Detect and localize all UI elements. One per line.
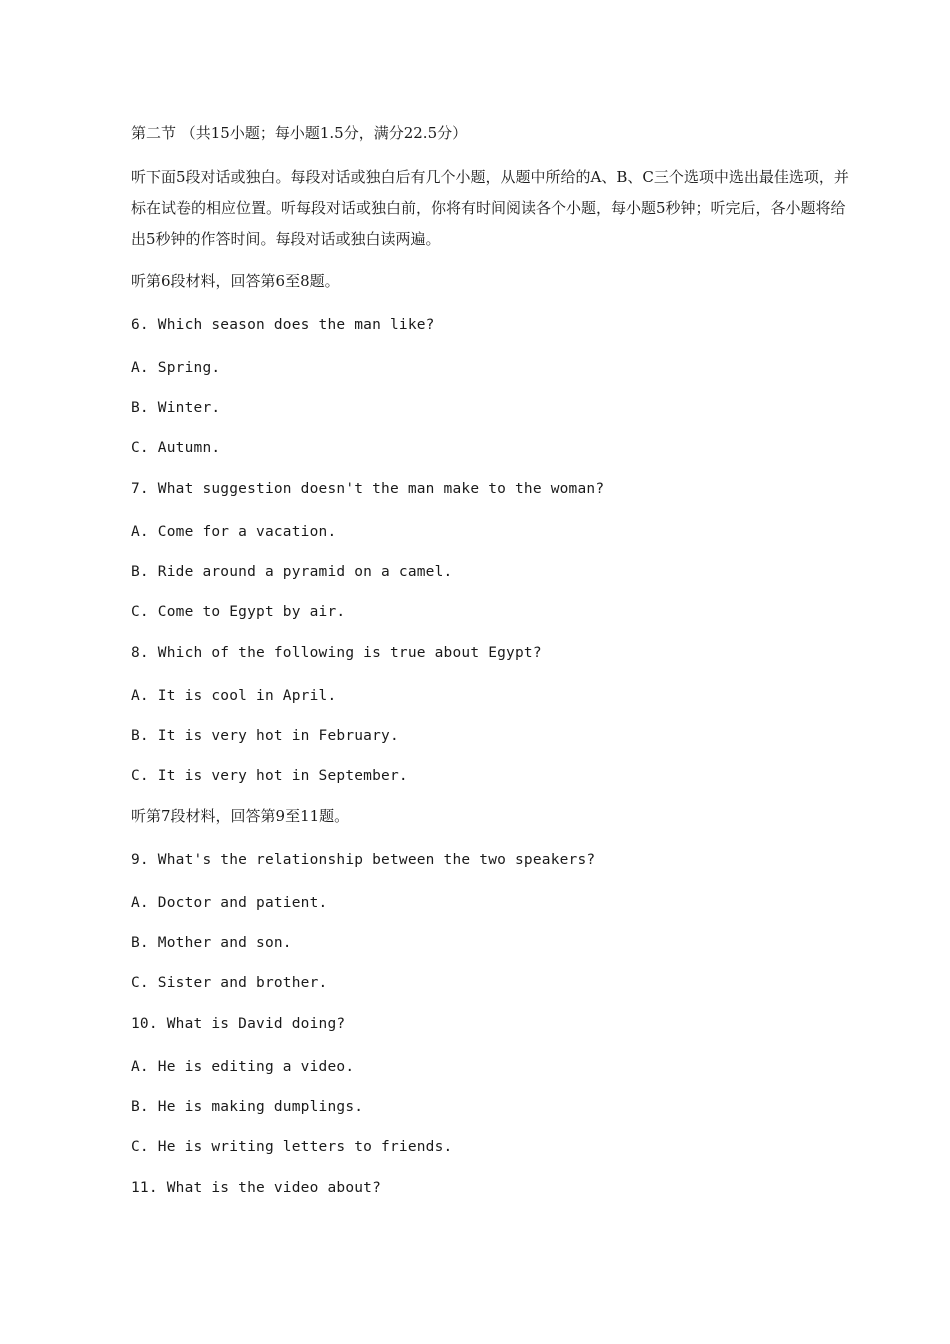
question-9-option-b: B. Mother and son. bbox=[131, 935, 292, 951]
question-8-option-c: C. It is very hot in September. bbox=[131, 768, 408, 784]
question-7-stem: 7. What suggestion doesn't the man make to the woman? bbox=[131, 481, 605, 497]
question-9-option-c: C. Sister and brother. bbox=[131, 975, 328, 991]
question-11-stem: 11. What is the video about? bbox=[131, 1180, 382, 1196]
question-10-option-a: A. He is editing a video. bbox=[131, 1059, 355, 1075]
question-10-option-c: C. He is writing letters to friends. bbox=[131, 1139, 453, 1155]
question-10-option-b: B. He is making dumplings. bbox=[131, 1099, 364, 1115]
question-6-option-b: B. Winter. bbox=[131, 400, 221, 416]
question-9-stem: 9. What's the relationship between the two speakers? bbox=[131, 852, 596, 868]
question-7-option-a: A. Come for a vacation. bbox=[131, 524, 337, 540]
passage-7-prompt: 听第7段材料，回答第9至11题。 bbox=[131, 807, 350, 825]
question-6-option-a: A. Spring. bbox=[131, 360, 221, 376]
question-7-option-c: C. Come to Egypt by air. bbox=[131, 604, 346, 620]
section-instructions: 听下面5段对话或独白。每段对话或独白后有几个小题，从题中所给的A、B、C三个选项中选出最佳选项，并标在试卷的相应位置。听每段对话或独白前，你将有时间阅读各个小题，每小题5秒钟；听完后，各小题将给出5秒钟的作答时间。每段对话或独白读两遍。 bbox=[131, 168, 849, 248]
question-10-stem: 10. What is David doing? bbox=[131, 1016, 346, 1032]
question-7-option-b: B. Ride around a pyramid on a camel. bbox=[131, 564, 453, 580]
question-8-option-a: A. It is cool in April. bbox=[131, 688, 337, 704]
passage-6-prompt: 听第6段材料，回答第6至8题。 bbox=[131, 272, 340, 290]
question-8-option-b: B. It is very hot in February. bbox=[131, 728, 399, 744]
question-6-option-c: C. Autumn. bbox=[131, 440, 221, 456]
question-8-stem: 8. Which of the following is true about Egypt? bbox=[131, 645, 542, 661]
question-6-stem: 6. Which season does the man like? bbox=[131, 317, 435, 333]
question-9-option-a: A. Doctor and patient. bbox=[131, 895, 328, 911]
section-heading: 第二节 （共15小题；每小题1.5分，满分22.5分） bbox=[131, 124, 468, 142]
